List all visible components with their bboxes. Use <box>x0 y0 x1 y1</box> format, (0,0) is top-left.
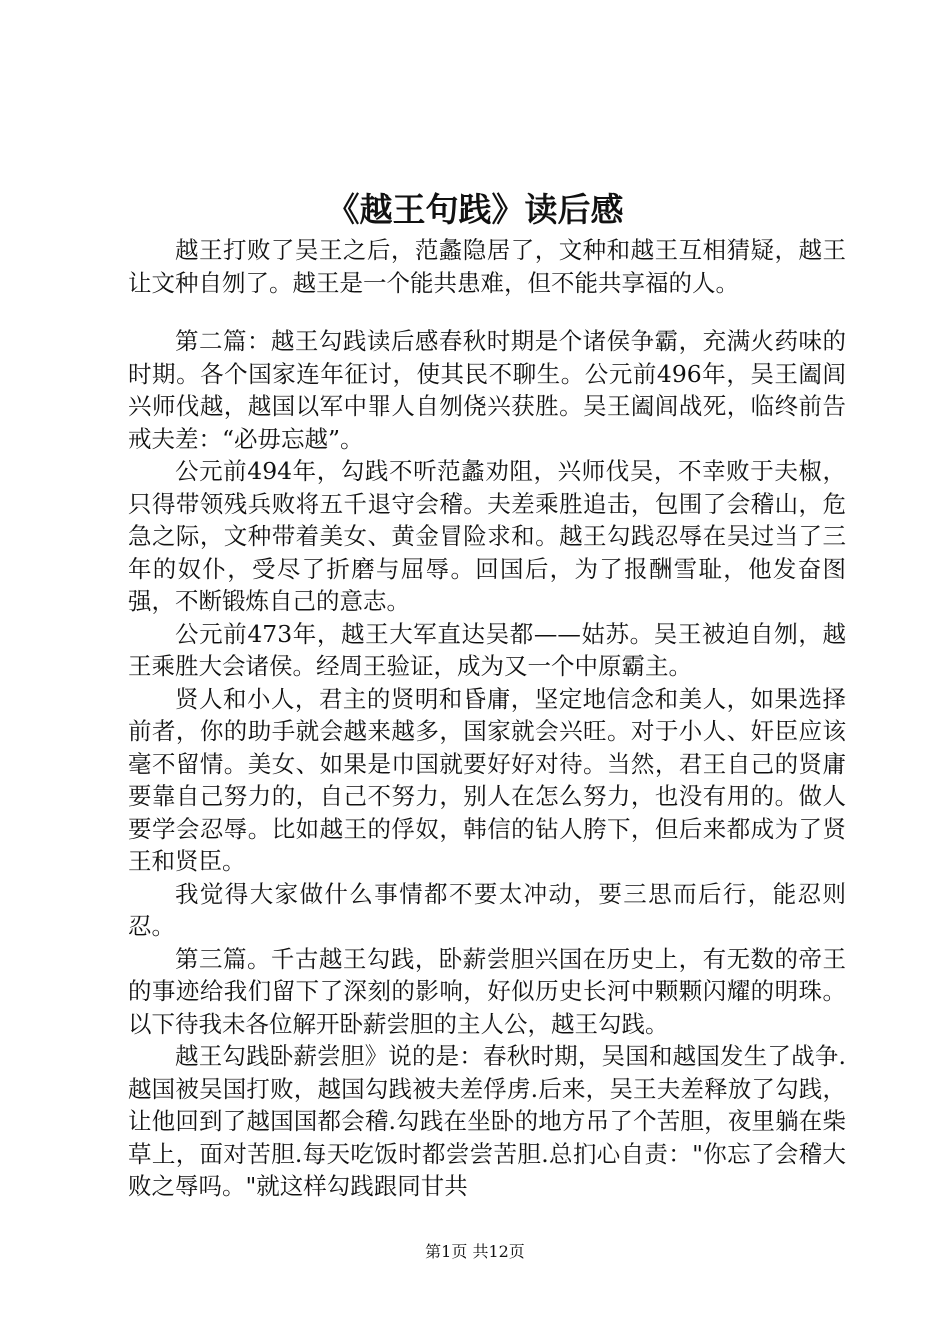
paragraph-473bc: 公元前473年，越王大军直达吴都——姑苏。吴王被迫自刎，越王乘胜大会诸侯。经周王验证，成为又一个中原霸主。 <box>128 619 846 680</box>
paragraph-woxin-changdan: 越王勾践卧薪尝胆》说的是：春秋时期，吴国和越国发生了战争.越国被吴国打败，越国勾践被夫差俘虏.后来，吴王夫差释放了勾践，让他回到了越国国都会稽.勾践在坐卧的地方吊了个苦胆，夜里躺在柴草上，面对苦胆.每天吃饭时都尝尝苦胆.总扪心自责："你忘了会稽大败之辱吗。"就这样勾践跟同甘共 <box>128 1042 846 1200</box>
paragraph-gap <box>128 299 846 325</box>
paragraph-intro: 越王打败了吴王之后，范蠡隐居了，文种和越王互相猜疑，越王让文种自刎了。越王是一个能共患难，但不能共享福的人。 <box>128 236 846 297</box>
document-body <box>128 234 846 1203</box>
paragraph-494bc: 公元前494年，勾践不听范蠡劝阻，兴师伐吴，不幸败于夫椒，只得带领残兵败将五千退守会稽。夫差乘胜追击，包围了会稽山，危急之际，文种带着美女、黄金冒险求和。越王勾践忍辱在吴过当了三年的奴仆，受尽了折磨与屈辱。回国后，为了报酬雪耻，他发奋图强，不断锻炼自己的意志。 <box>128 457 846 615</box>
paragraph-part-two: 第二篇：越王勾践读后感春秋时期是个诸侯争霸，充满火药味的时期。各个国家连年征讨，使其民不聊生。公元前496年，吴王阖闾兴师伐越，越国以军中罪人自刎侥兴获胜。吴王阖闾战死，临终前告戒夫差：“必毋忘越”。 <box>128 327 846 453</box>
document-title: 《越王句践》读后感 <box>326 190 624 229</box>
paragraph-part-three: 第三篇。千古越王勾践，卧薪尝胆兴国在历史上，有无数的帝王的事迹给我们留下了深刻的影响，好似历史长河中颗颗闪耀的明珠。以下待我未各位解开卧薪尝胆的主人公，越王勾践。 <box>128 944 846 1038</box>
paragraph-think-twice: 我觉得大家做什么事情都不要太冲动，要三思而后行，能忍则忍。 <box>128 879 846 940</box>
page-number-footer: 第1页 共12页 <box>425 1242 525 1261</box>
paragraph-virtuous-and-petty: 贤人和小人，君主的贤明和昏庸，坚定地信念和美人，如果选择前者，你的助手就会越来越多，国家就会兴旺。对于小人、奸臣应该毫不留情。美女、如果是巾国就要好好对待。当然，君王自己的贤庸要靠自己努力的，自己不努力，别人在怎么努力，也没有用的。做人要学会忍辱。比如越王的俘奴，韩信的钻人胯下，但后来都成为了贤王和贤臣。 <box>128 684 846 875</box>
